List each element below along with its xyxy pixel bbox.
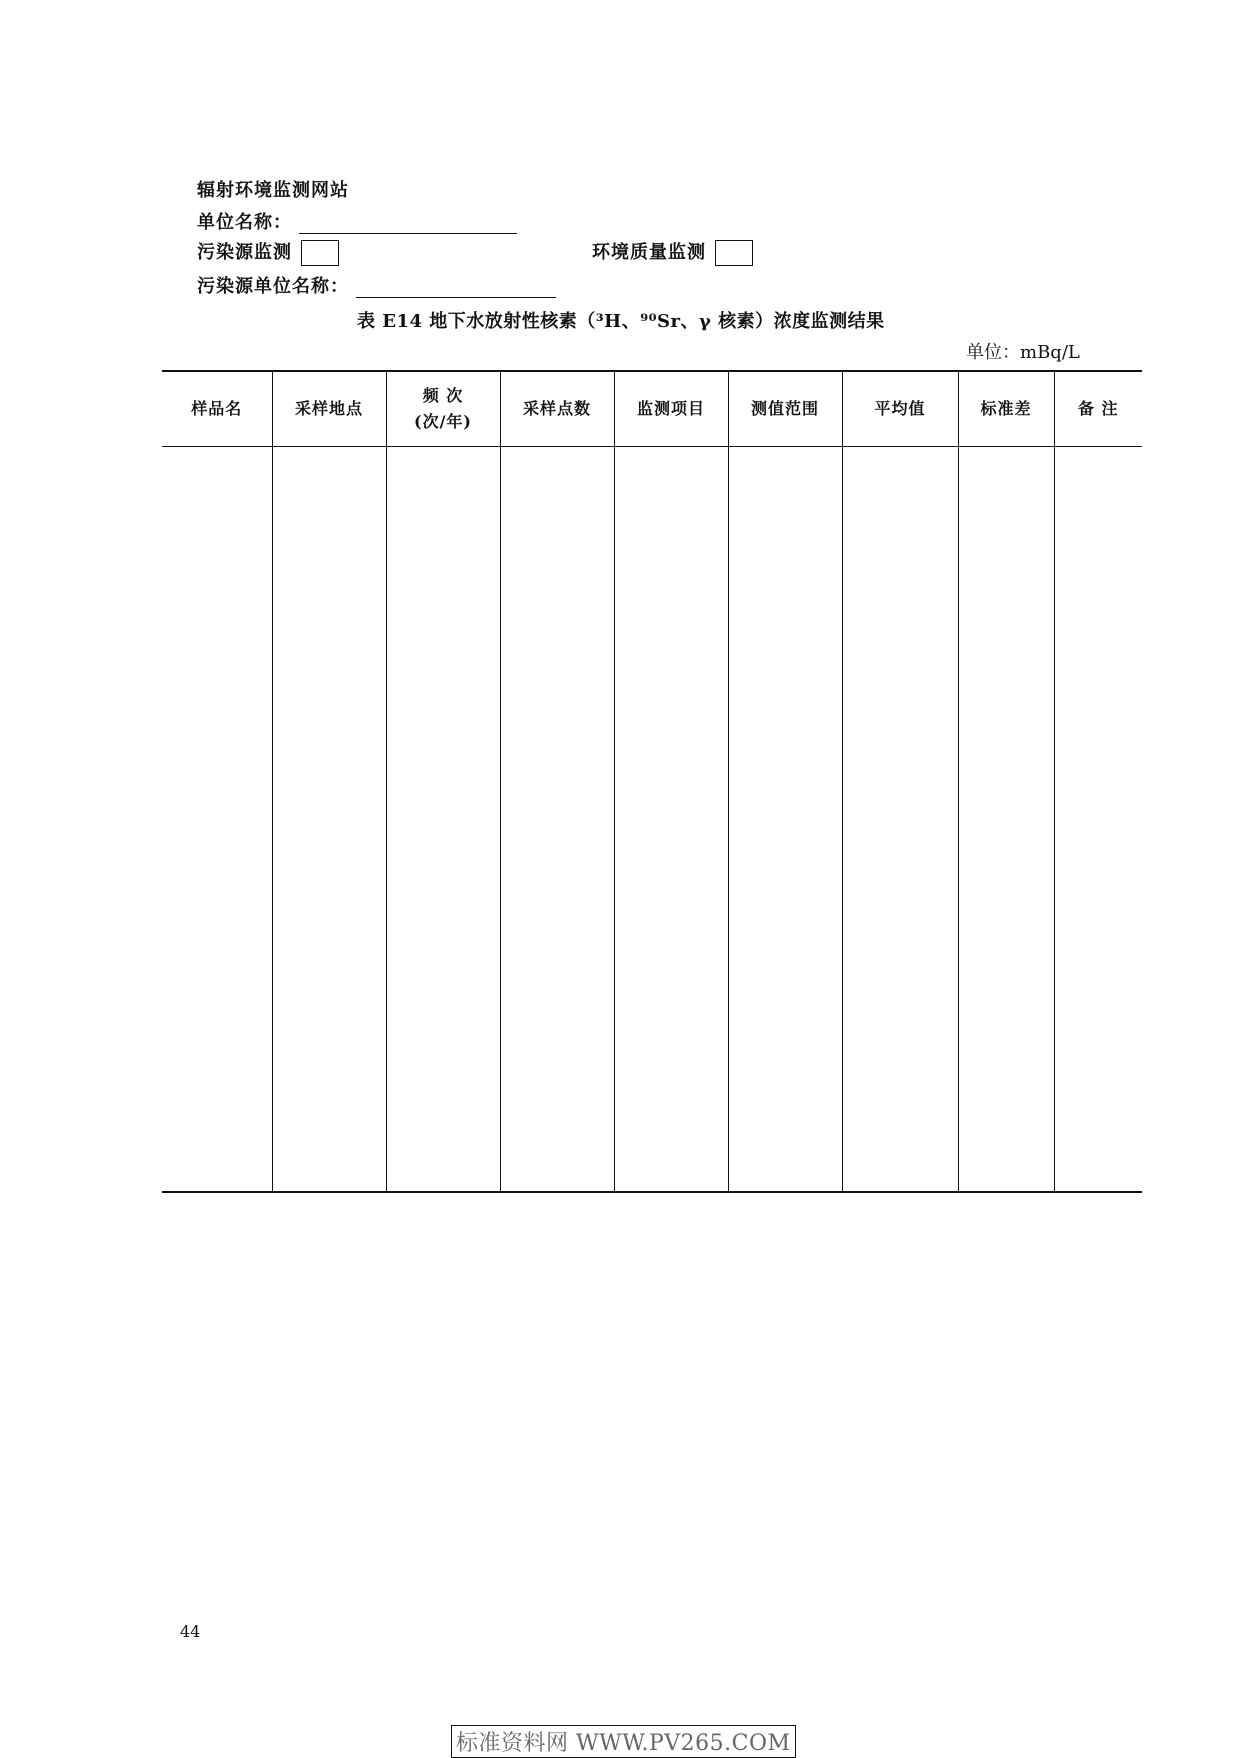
unit-name-row	[197, 208, 517, 234]
env-quality-row	[592, 238, 753, 266]
table-title: 表 E14 地下水放射性核素（³H、⁹⁰Sr、γ 核素）浓度监测结果	[357, 311, 885, 332]
column-header-label: 测值范围	[750, 399, 819, 419]
column-header	[614, 371, 728, 447]
column-header	[162, 371, 272, 447]
source-unit-name-row	[197, 272, 556, 298]
column-header	[386, 371, 500, 447]
unit-name-field[interactable]	[299, 215, 517, 234]
table-cell[interactable]	[386, 447, 500, 1193]
table-cell[interactable]	[1054, 447, 1142, 1193]
column-header	[272, 371, 386, 447]
table-cell[interactable]	[500, 447, 614, 1193]
column-header-label: 样品名	[191, 399, 243, 419]
table-cell[interactable]	[728, 447, 842, 1193]
unit-label: 单位：mBq/L	[966, 342, 1080, 363]
source-unit-name-label: 污染源单位名称：	[197, 276, 349, 297]
pollution-source-row	[197, 238, 339, 266]
org-name-line	[197, 176, 349, 202]
column-header-label: 采样点数	[522, 399, 591, 419]
column-header-label: 标准差	[980, 399, 1032, 419]
table-cell[interactable]	[958, 447, 1054, 1193]
table-row	[162, 447, 1142, 1193]
env-quality-checkbox[interactable]	[715, 240, 753, 266]
column-header	[842, 371, 958, 447]
source-unit-name-field[interactable]	[356, 279, 556, 298]
table-cell[interactable]	[162, 447, 272, 1193]
org-name-text: 辐射环境监测网站	[197, 180, 349, 201]
column-header	[958, 371, 1054, 447]
column-header-label: 频 次	[422, 386, 464, 406]
table-cell[interactable]	[614, 447, 728, 1193]
column-header	[1054, 371, 1142, 447]
pollution-source-label: 污染源监测	[197, 242, 292, 263]
column-header-label: 备 注	[1077, 399, 1119, 419]
env-quality-label: 环境质量监测	[592, 242, 706, 263]
column-header	[500, 371, 614, 447]
page-number: 44	[180, 1622, 201, 1641]
results-table	[162, 370, 1142, 1193]
table-header-row	[162, 371, 1142, 447]
watermark: 标准资料网 WWW.PV265.COM	[451, 1725, 796, 1758]
column-header	[728, 371, 842, 447]
column-header-label: 平均值	[874, 399, 926, 419]
column-header-label: 监测项目	[636, 399, 705, 419]
column-header-sublabel: (次/年)	[414, 412, 472, 431]
unit-name-label: 单位名称：	[197, 212, 292, 233]
column-header-label: 采样地点	[294, 399, 363, 419]
pollution-source-checkbox[interactable]	[301, 240, 339, 266]
table-cell[interactable]	[272, 447, 386, 1193]
table-cell[interactable]	[842, 447, 958, 1193]
